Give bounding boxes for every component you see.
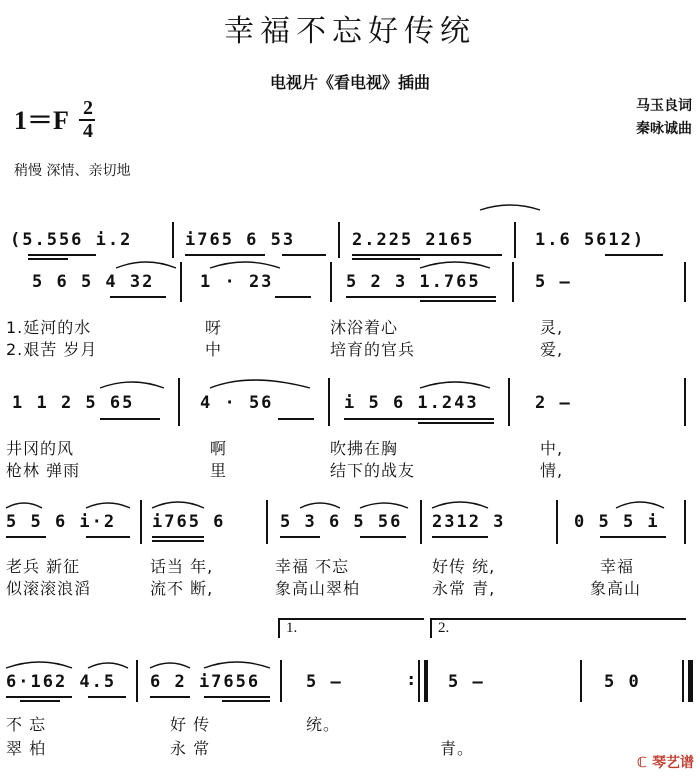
- measure-notes: 1 1 2 5 65: [12, 393, 135, 413]
- barline: [178, 378, 180, 426]
- barline: [514, 222, 516, 258]
- barline: [338, 222, 340, 258]
- lyric-v2: 象高山: [590, 579, 642, 598]
- slur: [150, 663, 190, 668]
- slur: [210, 262, 280, 268]
- lyric-v1: 不 忘: [6, 715, 47, 734]
- underline-beam: [86, 536, 130, 538]
- measure-notes: 2.225 2165: [352, 230, 475, 250]
- barline: [330, 262, 332, 302]
- lyric-v1: 统。: [306, 715, 341, 734]
- underline-beam: [28, 254, 96, 256]
- slur: [300, 503, 340, 508]
- barline: [512, 262, 514, 302]
- measure-notes: 4 · 56: [200, 393, 274, 413]
- slur: [360, 503, 408, 508]
- lyric-v1: 吹拂在胸: [330, 439, 399, 458]
- slur: [86, 503, 130, 508]
- lyric-v2: 爱,: [540, 340, 564, 359]
- lyric-v1: 幸福 不忘: [275, 557, 350, 576]
- repeat-dots: :: [408, 670, 415, 689]
- slur: [6, 503, 42, 508]
- measure-notes: 5 3 6 5 56: [280, 512, 403, 532]
- lyric-v1: 老兵 新征: [6, 557, 81, 576]
- lyric-v1: 呀: [205, 318, 223, 337]
- underline-beam: [222, 700, 270, 702]
- lyric-v1: 好 传: [170, 715, 211, 734]
- lyric-v2: 青。: [440, 739, 475, 758]
- barline: [684, 262, 686, 302]
- underline-beam: [360, 536, 406, 538]
- lyric-v2: 2.艰苦 岁月: [6, 340, 98, 359]
- underline-beam: [6, 696, 72, 698]
- lyric-v2: 永常 青,: [432, 579, 496, 598]
- measure-notes: 0 5 5 i: [574, 512, 660, 532]
- repeat-barline: [418, 660, 420, 702]
- measure-notes: i765 6: [152, 512, 226, 532]
- slur: [88, 663, 128, 668]
- lyric-v2: 枪林 弹雨: [6, 461, 81, 480]
- underline-beam: [185, 254, 265, 256]
- underline-beam: [346, 296, 496, 298]
- underline-beam: [152, 536, 204, 538]
- underline-beam: [344, 418, 494, 420]
- underline-beam: [150, 696, 190, 698]
- underline-beam: [352, 254, 502, 256]
- measure-notes: (5.556 i.2: [10, 230, 133, 250]
- measure-notes: i 5 6 1.243: [344, 393, 479, 413]
- underline-beam: [352, 258, 420, 260]
- song-title: 幸福不忘好传统: [224, 14, 476, 49]
- lyricist-credit: 马玉良词: [636, 98, 692, 114]
- song-subtitle: 电视片《看电视》插曲: [269, 73, 430, 92]
- slur: [420, 382, 490, 388]
- slur: [100, 382, 164, 388]
- measure-notes: 5 –: [306, 672, 343, 692]
- underline-beam: [110, 296, 166, 298]
- measure-notes: 2 –: [535, 393, 572, 413]
- barline: [280, 660, 282, 702]
- measure-notes: 1 · 23: [200, 272, 274, 292]
- lyric-v1: 井冈的风: [6, 439, 75, 458]
- underline-beam: [152, 540, 204, 542]
- lyric-v2: 里: [210, 461, 228, 480]
- volta-first-label: 1.: [286, 620, 298, 636]
- slur: [420, 262, 490, 268]
- measure-notes: 1.6 5612): [535, 230, 646, 250]
- underline-beam: [605, 254, 663, 256]
- lyric-v2: 象高山翠柏: [275, 579, 361, 598]
- lyric-v2: 流不 断,: [150, 579, 214, 598]
- volta-second-label: 2.: [438, 620, 450, 636]
- slur: [116, 262, 176, 268]
- slur: [616, 502, 664, 508]
- lyric-v2: 永 常: [170, 739, 211, 758]
- key-signature: 1＝F: [14, 106, 69, 135]
- measure-notes: 5 –: [535, 272, 572, 292]
- barline: [420, 500, 422, 544]
- final-barline-thick: [688, 660, 693, 702]
- lyric-v2: 中: [205, 340, 223, 359]
- underline-beam: [418, 422, 494, 424]
- slur: [204, 662, 270, 668]
- measure-notes: 5 6 5 4 32: [32, 272, 155, 292]
- site-watermark: ℂ 琴艺谱: [636, 755, 694, 771]
- measure-notes: 5 2 3 1.765: [346, 272, 481, 292]
- barline: [556, 500, 558, 544]
- slur: [480, 205, 540, 210]
- lyric-v1: 幸福: [600, 557, 635, 576]
- tempo-marking: 稍慢 深情、亲切地: [14, 163, 131, 179]
- underline-beam: [432, 536, 488, 538]
- measure-notes: 5 –: [448, 672, 485, 692]
- lyric-v1: 中,: [540, 439, 564, 458]
- time-signature-bottom: 4: [83, 120, 93, 142]
- underline-beam: [275, 296, 311, 298]
- barline: [508, 378, 510, 426]
- barline: [140, 500, 142, 544]
- barline: [180, 262, 182, 302]
- slur: [210, 380, 310, 388]
- lyric-v2: 结下的战友: [330, 461, 416, 480]
- underline-beam: [280, 536, 320, 538]
- lyric-v2: 情,: [540, 461, 564, 480]
- underline-beam: [20, 700, 60, 702]
- underline-beam: [282, 254, 326, 256]
- underline-beam: [100, 418, 160, 420]
- measure-notes: 2312 3: [432, 512, 506, 532]
- barline: [328, 378, 330, 426]
- repeat-barline-thick: [424, 660, 428, 702]
- lyric-v2: 似滚滚浪滔: [6, 579, 92, 598]
- barline: [266, 500, 268, 544]
- measure-notes: 6·162 4.5: [6, 672, 117, 692]
- lyric-v1: 话当 年,: [150, 557, 214, 576]
- measure-notes: i765 6 53: [185, 230, 296, 250]
- barline: [684, 378, 686, 426]
- measure-notes: 6 2 i7656: [150, 672, 261, 692]
- slur: [6, 662, 72, 668]
- final-barline: [682, 660, 684, 702]
- underline-beam: [600, 536, 666, 538]
- underline-beam: [204, 696, 270, 698]
- underline-beam: [28, 258, 68, 260]
- barline: [172, 222, 174, 258]
- underline-beam: [6, 536, 46, 538]
- composer-credit: 秦咏诚曲: [636, 121, 692, 137]
- lyric-v2: 培育的官兵: [330, 340, 416, 359]
- barline: [136, 660, 138, 702]
- measure-notes: 5 0: [604, 672, 641, 692]
- underline-beam: [88, 696, 126, 698]
- lyric-v1: 好传 统,: [432, 557, 496, 576]
- slur: [432, 502, 488, 508]
- lyric-v1: 沐浴着心: [330, 318, 399, 337]
- barline: [684, 500, 686, 544]
- underline-beam: [420, 300, 496, 302]
- barline: [580, 660, 582, 702]
- time-signature-top: 2: [83, 97, 93, 119]
- watermark-logo-icon: ℂ: [636, 755, 648, 771]
- lyric-v2: 翠 柏: [6, 739, 47, 758]
- lyric-v1: 啊: [210, 439, 228, 458]
- lyric-v1: 灵,: [540, 318, 564, 337]
- slur: [152, 502, 204, 508]
- lyric-v1: 1.延河的水: [6, 318, 92, 337]
- measure-notes: 5 5 6 i·2: [6, 512, 117, 532]
- underline-beam: [278, 418, 314, 420]
